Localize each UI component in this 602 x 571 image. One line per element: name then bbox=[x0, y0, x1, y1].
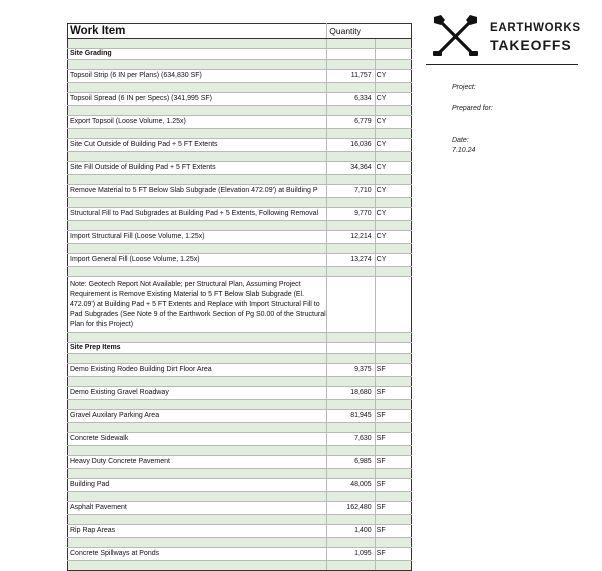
brand-name-line2: TAKEOFFS bbox=[490, 37, 572, 53]
item-unit: CY bbox=[375, 231, 411, 244]
item-name: Asphalt Pavement bbox=[68, 502, 327, 515]
item-unit: CY bbox=[375, 254, 411, 267]
project-label: Project: bbox=[452, 84, 476, 91]
item-name: Gravel Auxilary Parking Area bbox=[68, 410, 327, 423]
item-quantity: 1,400 bbox=[327, 525, 375, 538]
item-quantity: 6,779 bbox=[327, 116, 375, 129]
item-name: Site Cut Outside of Building Pad + 5 FT Extents bbox=[68, 139, 327, 152]
table-row bbox=[68, 231, 412, 244]
date-label: Date: bbox=[452, 137, 469, 144]
section-title: Site Grading bbox=[68, 49, 327, 60]
item-name: Building Pad bbox=[68, 479, 327, 492]
item-unit: CY bbox=[375, 93, 411, 106]
item-unit: CY bbox=[375, 162, 411, 175]
table-row bbox=[68, 456, 412, 469]
brand-name-line1: EARTHWORKS bbox=[490, 22, 581, 34]
item-unit: SF bbox=[375, 548, 411, 561]
item-quantity: 1,095 bbox=[327, 548, 375, 561]
header-quantity: Quantity bbox=[327, 24, 412, 39]
table-row bbox=[68, 548, 412, 561]
item-unit: SF bbox=[375, 456, 411, 469]
item-name: Demo Existing Rodeo Building Dirt Floor Area bbox=[68, 364, 327, 377]
item-name: Topsoil Spread (6 IN per Specs) (341,995 SF) bbox=[68, 93, 327, 106]
item-name: Heavy Duty Concrete Pavement bbox=[68, 456, 327, 469]
prepared-for-label: Prepared for: bbox=[452, 105, 493, 112]
table-header-row bbox=[68, 24, 412, 39]
note-text: Note: Geotech Report Not Available; per Structural Plan, Assuming Project Requirement is Remove Existing Material to 5 FT Below Slab Subgrade (El. 472.09') at Building Pad + 5 FT Extents and Replace with Import Structural Fill to Pad Subgrades (See Note 9 of the Earthwork Section of Pg S0.00 of the Structural Plan for this Project) bbox=[68, 277, 327, 333]
item-unit: SF bbox=[375, 525, 411, 538]
item-quantity: 11,757 bbox=[327, 70, 375, 83]
takeoff-table bbox=[67, 23, 412, 571]
item-name: Import General Fill (Loose Volume, 1.25x) bbox=[68, 254, 327, 267]
item-unit: CY bbox=[375, 116, 411, 129]
item-name: Demo Existing Gravel Roadway bbox=[68, 387, 327, 400]
item-unit: CY bbox=[375, 139, 411, 152]
table-row bbox=[68, 185, 412, 198]
item-name: Concrete Sidewalk bbox=[68, 433, 327, 446]
item-name: Import Structural Fill (Loose Volume, 1.25x) bbox=[68, 231, 327, 244]
item-name: Remove Material to 5 FT Below Slab Subgrade (Elevation 472.09') at Building P bbox=[68, 185, 327, 198]
item-unit: SF bbox=[375, 502, 411, 515]
item-name: Site Fill Outside of Building Pad + 5 FT Extents bbox=[68, 162, 327, 175]
table-row bbox=[68, 70, 412, 83]
item-quantity: 9,375 bbox=[327, 364, 375, 377]
item-name: Concrete Spillways at Ponds bbox=[68, 548, 327, 561]
note-row bbox=[68, 277, 412, 333]
item-quantity: 18,680 bbox=[327, 387, 375, 400]
item-quantity: 162,480 bbox=[327, 502, 375, 515]
item-quantity: 81,945 bbox=[327, 410, 375, 423]
table-row bbox=[68, 93, 412, 106]
item-unit: CY bbox=[375, 208, 411, 221]
date-value: 7.10.24 bbox=[452, 147, 476, 154]
table-row bbox=[68, 525, 412, 538]
item-quantity: 7,630 bbox=[327, 433, 375, 446]
table-row bbox=[68, 502, 412, 515]
header-divider bbox=[426, 64, 578, 65]
table-row bbox=[68, 139, 412, 152]
section-row bbox=[68, 343, 412, 354]
item-quantity: 7,710 bbox=[327, 185, 375, 198]
item-unit: SF bbox=[375, 479, 411, 492]
item-quantity: 13,274 bbox=[327, 254, 375, 267]
item-name: Rip Rap Areas bbox=[68, 525, 327, 538]
table-row bbox=[68, 254, 412, 267]
item-quantity: 34,364 bbox=[327, 162, 375, 175]
table-row bbox=[68, 116, 412, 129]
table-row bbox=[68, 479, 412, 492]
table-row bbox=[68, 208, 412, 221]
item-unit: SF bbox=[375, 364, 411, 377]
item-quantity: 6,985 bbox=[327, 456, 375, 469]
section-row bbox=[68, 49, 412, 60]
section-title: Site Prep Items bbox=[68, 343, 327, 354]
item-unit: CY bbox=[375, 70, 411, 83]
table-row bbox=[68, 162, 412, 175]
item-name: Export Topsoil (Loose Volume, 1.25x) bbox=[68, 116, 327, 129]
table-row bbox=[68, 364, 412, 377]
item-name: Structural Fill to Pad Subgrades at Building Pad + 5 Extents, Following Removal bbox=[68, 208, 327, 221]
table-row bbox=[68, 410, 412, 423]
item-unit: SF bbox=[375, 410, 411, 423]
table-row bbox=[68, 433, 412, 446]
item-unit: SF bbox=[375, 387, 411, 400]
item-unit: CY bbox=[375, 185, 411, 198]
item-quantity: 6,334 bbox=[327, 93, 375, 106]
item-name: Topsoil Strip (6 IN per Plans) (634,830 SF) bbox=[68, 70, 327, 83]
item-quantity: 16,036 bbox=[327, 139, 375, 152]
item-quantity: 12,214 bbox=[327, 231, 375, 244]
item-quantity: 9,770 bbox=[327, 208, 375, 221]
item-unit: SF bbox=[375, 433, 411, 446]
header-work-item: Work Item bbox=[68, 24, 327, 39]
table-row bbox=[68, 387, 412, 400]
item-quantity: 48,005 bbox=[327, 479, 375, 492]
